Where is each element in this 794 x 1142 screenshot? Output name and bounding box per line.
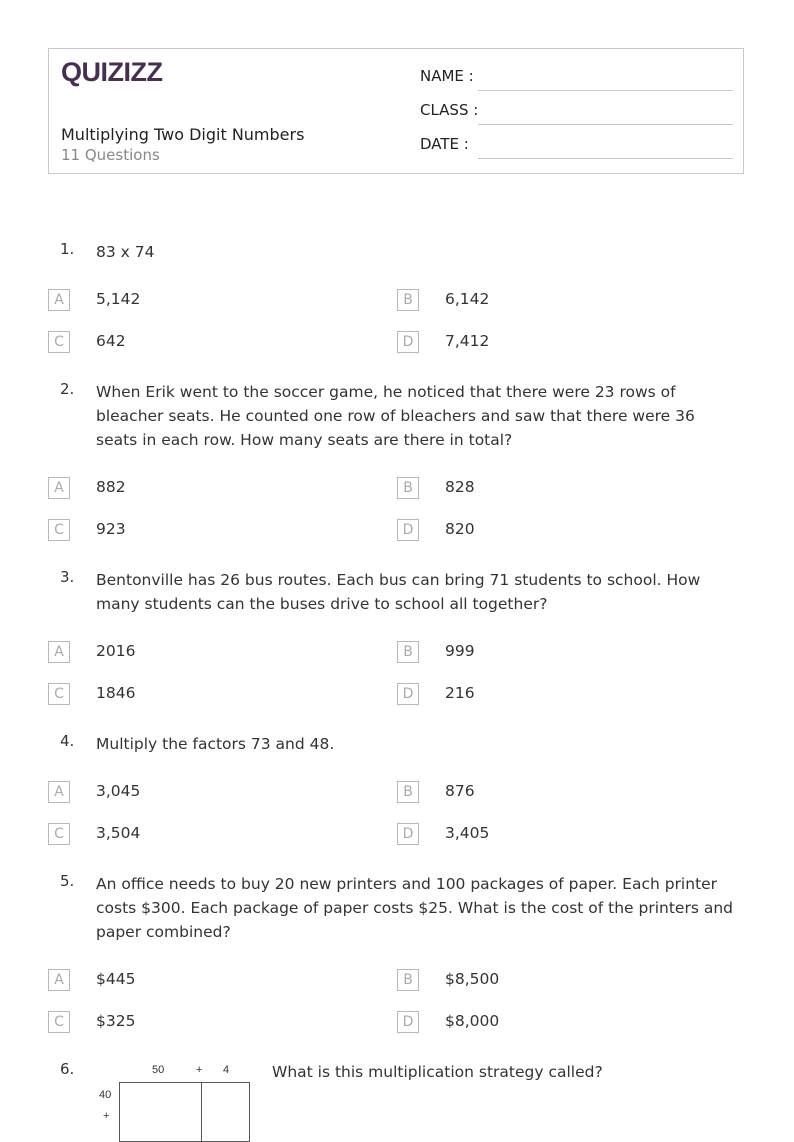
name-field[interactable]: [420, 65, 733, 91]
option-text: $445: [96, 970, 136, 988]
option-letter: C: [48, 683, 70, 705]
option-text: 2016: [96, 642, 136, 660]
option-text: $325: [96, 1012, 136, 1030]
question-number: 6.: [60, 1060, 75, 1078]
option-text: 820: [445, 520, 475, 538]
option-text: 3,504: [96, 824, 141, 842]
question-number: 2.: [60, 380, 75, 398]
name-label: NAME :: [420, 67, 474, 85]
diagram-top-right-label: 4: [223, 1064, 230, 1076]
option-text: 828: [445, 478, 475, 496]
class-line[interactable]: [478, 124, 733, 125]
option-text: 1846: [96, 684, 136, 702]
worksheet-header: [48, 48, 744, 174]
option-letter: D: [397, 331, 419, 353]
class-label: CLASS :: [420, 101, 479, 119]
option-letter: A: [48, 781, 70, 803]
question-text: 83 x 74: [96, 243, 155, 261]
question-number: 3.: [60, 568, 75, 586]
option-text: $8,000: [445, 1012, 500, 1030]
option-letter: C: [48, 519, 70, 541]
option-text: $8,500: [445, 970, 500, 988]
question-count: 11 Questions: [61, 146, 160, 164]
diagram-side-plus-label: +: [103, 1110, 110, 1122]
option-letter: A: [48, 641, 70, 663]
diagram-top-plus-label: +: [196, 1064, 203, 1076]
quizizz-logo: QUIZIZZ: [61, 57, 163, 87]
option-text: 642: [96, 332, 126, 350]
option-text: 7,412: [445, 332, 490, 350]
grid-divider: [201, 1083, 202, 1141]
option-letter: C: [48, 1011, 70, 1033]
area-model-grid: [119, 1082, 250, 1142]
option-text: 999: [445, 642, 475, 660]
diagram-top-left-label: 50: [152, 1064, 165, 1076]
question-text: Multiply the factors 73 and 48.: [96, 735, 335, 753]
option-letter: D: [397, 823, 419, 845]
option-letter: C: [48, 823, 70, 845]
option-letter: B: [397, 289, 419, 311]
date-field[interactable]: [420, 133, 733, 159]
option-letter: D: [397, 1011, 419, 1033]
option-text: 6,142: [445, 290, 490, 308]
option-text: 216: [445, 684, 475, 702]
question-text: What is this multiplication strategy called?: [272, 1063, 603, 1081]
option-text: 923: [96, 520, 126, 538]
question-text: An office needs to buy 20 new printers and 100 packages of paper. Each printer costs $300. Each package of paper costs $25. What is the cost of the printers and paper combined?: [96, 875, 733, 941]
worksheet-title: Multiplying Two Digit Numbers: [61, 125, 305, 144]
option-letter: B: [397, 969, 419, 991]
option-text: 5,142: [96, 290, 141, 308]
date-line[interactable]: [478, 158, 733, 159]
option-letter: B: [397, 641, 419, 663]
option-letter: A: [48, 477, 70, 499]
option-letter: D: [397, 683, 419, 705]
option-letter: D: [397, 519, 419, 541]
option-text: 876: [445, 782, 475, 800]
question-number: 4.: [60, 732, 75, 750]
class-field[interactable]: [420, 99, 733, 125]
question-number: 1.: [60, 240, 75, 258]
question-text: Bentonville has 26 bus routes. Each bus can bring 71 students to school. How many students can the buses drive to school all together?: [96, 571, 701, 613]
option-text: 3,405: [445, 824, 490, 842]
question-number: 5.: [60, 872, 75, 890]
option-letter: A: [48, 969, 70, 991]
option-text: 882: [96, 478, 126, 496]
option-text: 3,045: [96, 782, 141, 800]
option-letter: B: [397, 781, 419, 803]
name-line[interactable]: [478, 90, 733, 91]
option-letter: C: [48, 331, 70, 353]
option-letter: B: [397, 477, 419, 499]
question-text: When Erik went to the soccer game, he noticed that there were 23 rows of bleacher seats. He counted one row of bleachers and saw that there were 36 seats in each row. How many seats are there in total?: [96, 383, 695, 449]
area-model-diagram: [96, 1062, 256, 1123]
date-label: DATE :: [420, 135, 469, 153]
diagram-side-top-label: 40: [99, 1089, 112, 1101]
option-letter: A: [48, 289, 70, 311]
